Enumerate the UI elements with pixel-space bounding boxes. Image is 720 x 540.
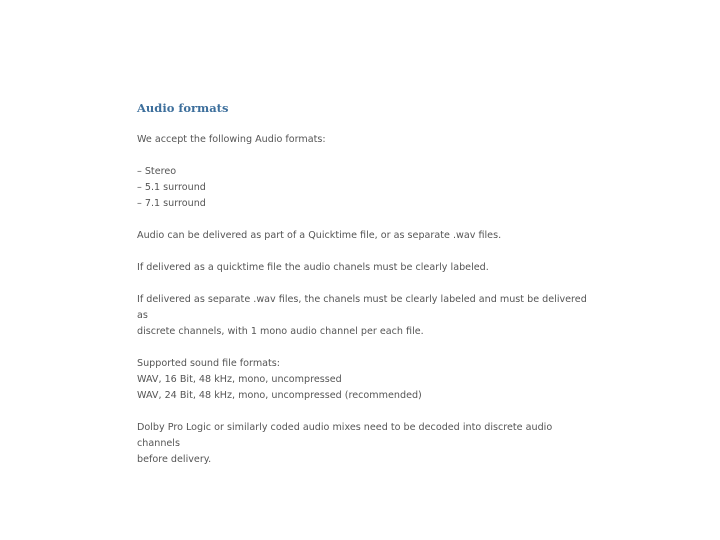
dolby-paragraph-line: before delivery. [137, 454, 212, 465]
quicktime-paragraph: Audio can be delivered as part of a Quicktime file, or as separate .wav files. [137, 230, 502, 241]
audio-formats-section [137, 100, 587, 468]
labeled-paragraph: If delivered as a quicktime file the audio chanels must be clearly labeled. [137, 262, 489, 273]
intro-text: We accept the following Audio formats: [137, 134, 326, 145]
supported-title: Supported sound file formats: [137, 358, 281, 369]
format-item: – Stereo [137, 166, 177, 177]
supported-item: WAV, 24 Bit, 48 kHz, mono, uncompressed (recommended) [137, 390, 422, 401]
format-item: – 5.1 surround [137, 182, 206, 193]
format-item: – 7.1 surround [137, 198, 206, 209]
section-heading: Audio formats [137, 101, 229, 115]
wav-paragraph-line: discrete channels, with 1 mono audio channel per each file. [137, 326, 424, 337]
dolby-paragraph-line: Dolby Pro Logic or similarly coded audio mixes need to be decoded into discrete audio channels [137, 422, 553, 449]
wav-paragraph-line: If delivered as separate .wav files, the chanels must be clearly labeled and must be delivered as [137, 294, 587, 321]
supported-item: WAV, 16 Bit, 48 kHz, mono, uncompressed [137, 374, 342, 385]
